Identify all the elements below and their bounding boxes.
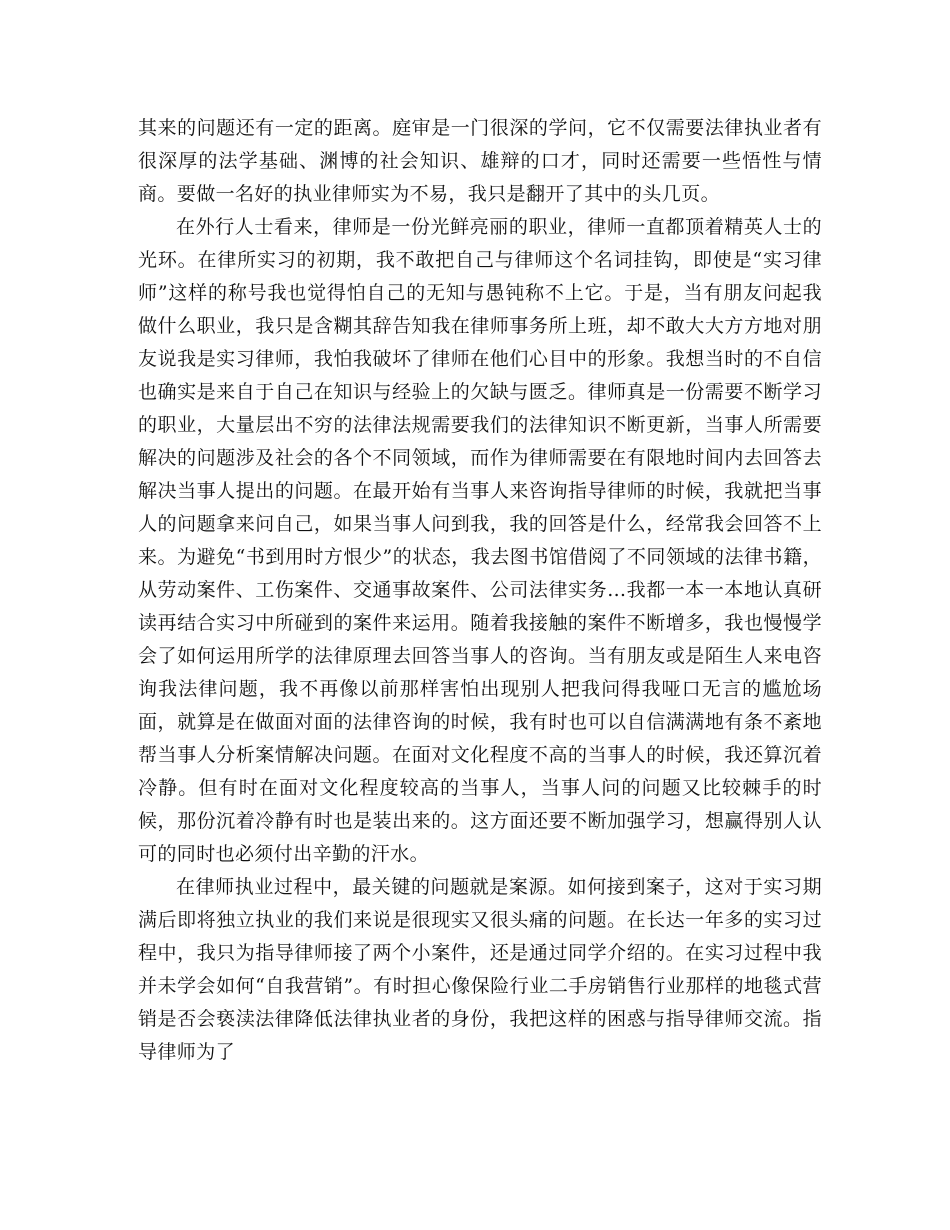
paragraph-1: 其来的问题还有一定的距离。庭审是一门很深的学问，它不仅需要法律执业者有很深厚的法学基础、渊博的社会知识、雄辩的口才，同时还需要一些悟性与情商。要做一名好的执业律师实为不易，我只是翻开了其中的头几页。 <box>138 117 822 205</box>
paragraph-3: 在律师执业过程中，最关键的问题就是案源。如何接到案子，这对于实习期满后即将独立执业的我们来说是很现实又很头痛的问题。在长达一年多的实习过程中，我只为指导律师接了两个小案件，还是通过同学介绍的。在实习过程中我并未学会如何“自我营销”。有时担心像保险行业二手房销售行业那样的地毯式营销是否会亵渎法律降低法律执业者的身份，我把这样的困惑与指导律师交流。指导律师为了 <box>138 876 822 1063</box>
document-body <box>138 112 822 1069</box>
paragraph-2: 在外行人士看来，律师是一份光鲜亮丽的职业，律师一直都顶着精英人士的光环。在律所实习的初期，我不敢把自己与律师这个名词挂钩，即使是“实习律师”这样的称号我也觉得怕自己的无知与愚钝称不上它。于是，当有朋友问起我做什么职业，我只是含糊其辞告知我在律师事务所上班，却不敢大大方方地对朋友说我是实习律师，我怕我破坏了律师在他们心目中的形象。我想当时的不自信也确实是来自于自己在知识与经验上的欠缺与匮乏。律师真是一份需要不断学习的职业，大量层出不穷的法律法规需要我们的法律知识不断更新，当事人所需要解决的问题涉及社会的各个不同领域，而作为律师需要在有限地时间内去回答去解决当事人提出的问题。在最开始有当事人来咨询指导律师的时候，我就把当事人的问题拿来问自己，如果当事人问到我，我的回答是什么，经常我会回答不上来。为避免“书到用时方恨少”的状态，我去图书馆借阅了不同领域的法律书籍，从劳动案件、工伤案件、交通事故案件、公司法律实务…我都一本一本地认真研读再结合实习中所碰到的案件来运用。随着我接触的案件不断增多，我也慢慢学会了如何运用所学的法律原理去回答当事人的咨询。当有朋友或是陌生人来电咨询我法律问题，我不再像以前那样害怕出现别人把我问得我哑口无言的尴尬场面，就算是在做面对面的法律咨询的时候，我有时也可以自信满满地有条不紊地帮当事人分析案情解决问题。在面对文化程度不高的当事人的时候，我还算沉着冷静。但有时在面对文化程度较高的当事人，当事人问的问题又比较棘手的时候，那份沉着冷静有时也是装出来的。这方面还要不断加强学习，想赢得别人认可的同时也必须付出辛勤的汗水。 <box>138 216 822 865</box>
